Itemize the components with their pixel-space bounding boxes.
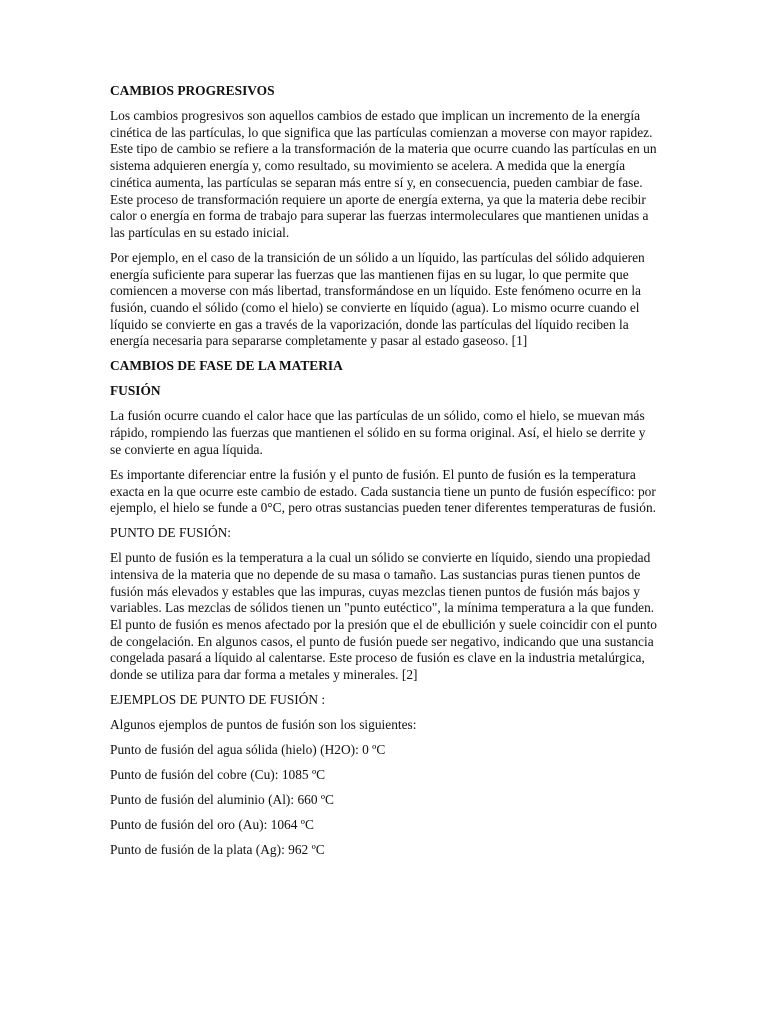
- example-item-silver: Punto de fusión de la plata (Ag): 962 ºC: [110, 842, 325, 858]
- document-page: [110, 83, 658, 867]
- heading-cambios-progresivos: CAMBIOS PROGRESIVOS: [110, 83, 275, 98]
- heading-ejemplos: EJEMPLOS DE PUNTO DE FUSIÓN :: [110, 692, 326, 708]
- paragraph-ejemplos-intro: Algunos ejemplos de puntos de fusión son los siguientes:: [110, 717, 417, 733]
- example-item-water: Punto de fusión del agua sólida (hielo) (H2O): 0 ºC: [110, 742, 386, 758]
- example-item-copper: Punto de fusión del cobre (Cu): 1085 ºC: [110, 767, 326, 783]
- heading-cambios-de-fase: CAMBIOS DE FASE DE LA MATERIA: [110, 358, 343, 374]
- example-item-gold: Punto de fusión del oro (Au): 1064 ºC: [110, 817, 314, 833]
- paragraph-fusion-1: La fusión ocurre cuando el calor hace que las partículas de un sólido, como el hielo, se muevan más rápido, rompiendo las fuerzas que mantienen el sólido en su forma original. Así, el hielo se derrite y se convierte en agua líquida.: [110, 408, 646, 457]
- paragraph-punto-de-fusion: El punto de fusión es la temperatura a la cual un sólido se convierte en líquido, siendo una propiedad intensiva de la materia que no depende de su masa o tamaño. Las sustancias puras tienen puntos de fusión más elevados y estables que las impuras, cuyas mezclas tienen puntos de fusión más bajos y variables. Las mezclas de sólidos tienen un "punto eutéctico", la mínima temperatura a la que funden. El punto de fusión es menos afectado por la presión que el de ebullición y suele coincidir con el punto de congelación. En algunos casos, el punto de fusión puede ser negativo, indicando que una sustancia congelada pasará a líquido al calentarse. Este proceso de fusión es clave en la industria metalúrgica, donde se utiliza para dar forma a metales y minerales. [2]: [110, 550, 658, 683]
- paragraph-fusion-2: Es importante diferenciar entre la fusión y el punto de fusión. El punto de fusión es la temperatura exacta en la que ocurre este cambio de estado. Cada sustancia tiene un punto de fusión específico: por ejemplo, el hielo se funde a 0°C, pero otras sustancias pueden tener diferentes temperaturas de fusión.: [110, 466, 657, 516]
- paragraph-cambios-progresivos-2: Por ejemplo, en el caso de la transición de un sólido a un líquido, las partículas del sólido adquieren energía suficiente para superar las fuerzas que las mantienen fijas en su lugar, lo que permite que comiencen a moverse con más libertad, transformándose en un líquido. Este fenómeno ocurre en la fusión, cuando el sólido (como el hielo) se convierte en líquido (agua). Lo mismo ocurre cuando el líquido se convierte en gas a través de la vaporización, donde las partículas del líquido reciben la energía necesaria para separarse completamente y pasar al estado gaseoso. [1]: [110, 249, 645, 349]
- example-item-aluminum: Punto de fusión del aluminio (Al): 660 ºC: [110, 792, 334, 808]
- heading-punto-de-fusion: PUNTO DE FUSIÓN:: [110, 525, 232, 541]
- paragraph-cambios-progresivos-1: Los cambios progresivos son aquellos cambios de estado que implican un incremento de la energía cinética de las partículas, lo que significa que las partículas comienzan a moverse con mayor rapidez. Este tipo de cambio se refiere a la transformación de la materia que ocurre cuando las partículas en un sistema adquieren energía y, como resultado, su movimiento se acelera. A medida que la energía cinética aumenta, las partículas se separan más entre sí y, en consecuencia, pueden cambiar de fase. Este proceso de transformación requiere un aporte de energía externa, ya que la materia debe recibir calor o energía en forma de trabajo para superar las fuerzas intermoleculares que mantienen unidas a las partículas en su estado inicial.: [110, 108, 657, 240]
- heading-fusion: FUSIÓN: [110, 383, 161, 399]
